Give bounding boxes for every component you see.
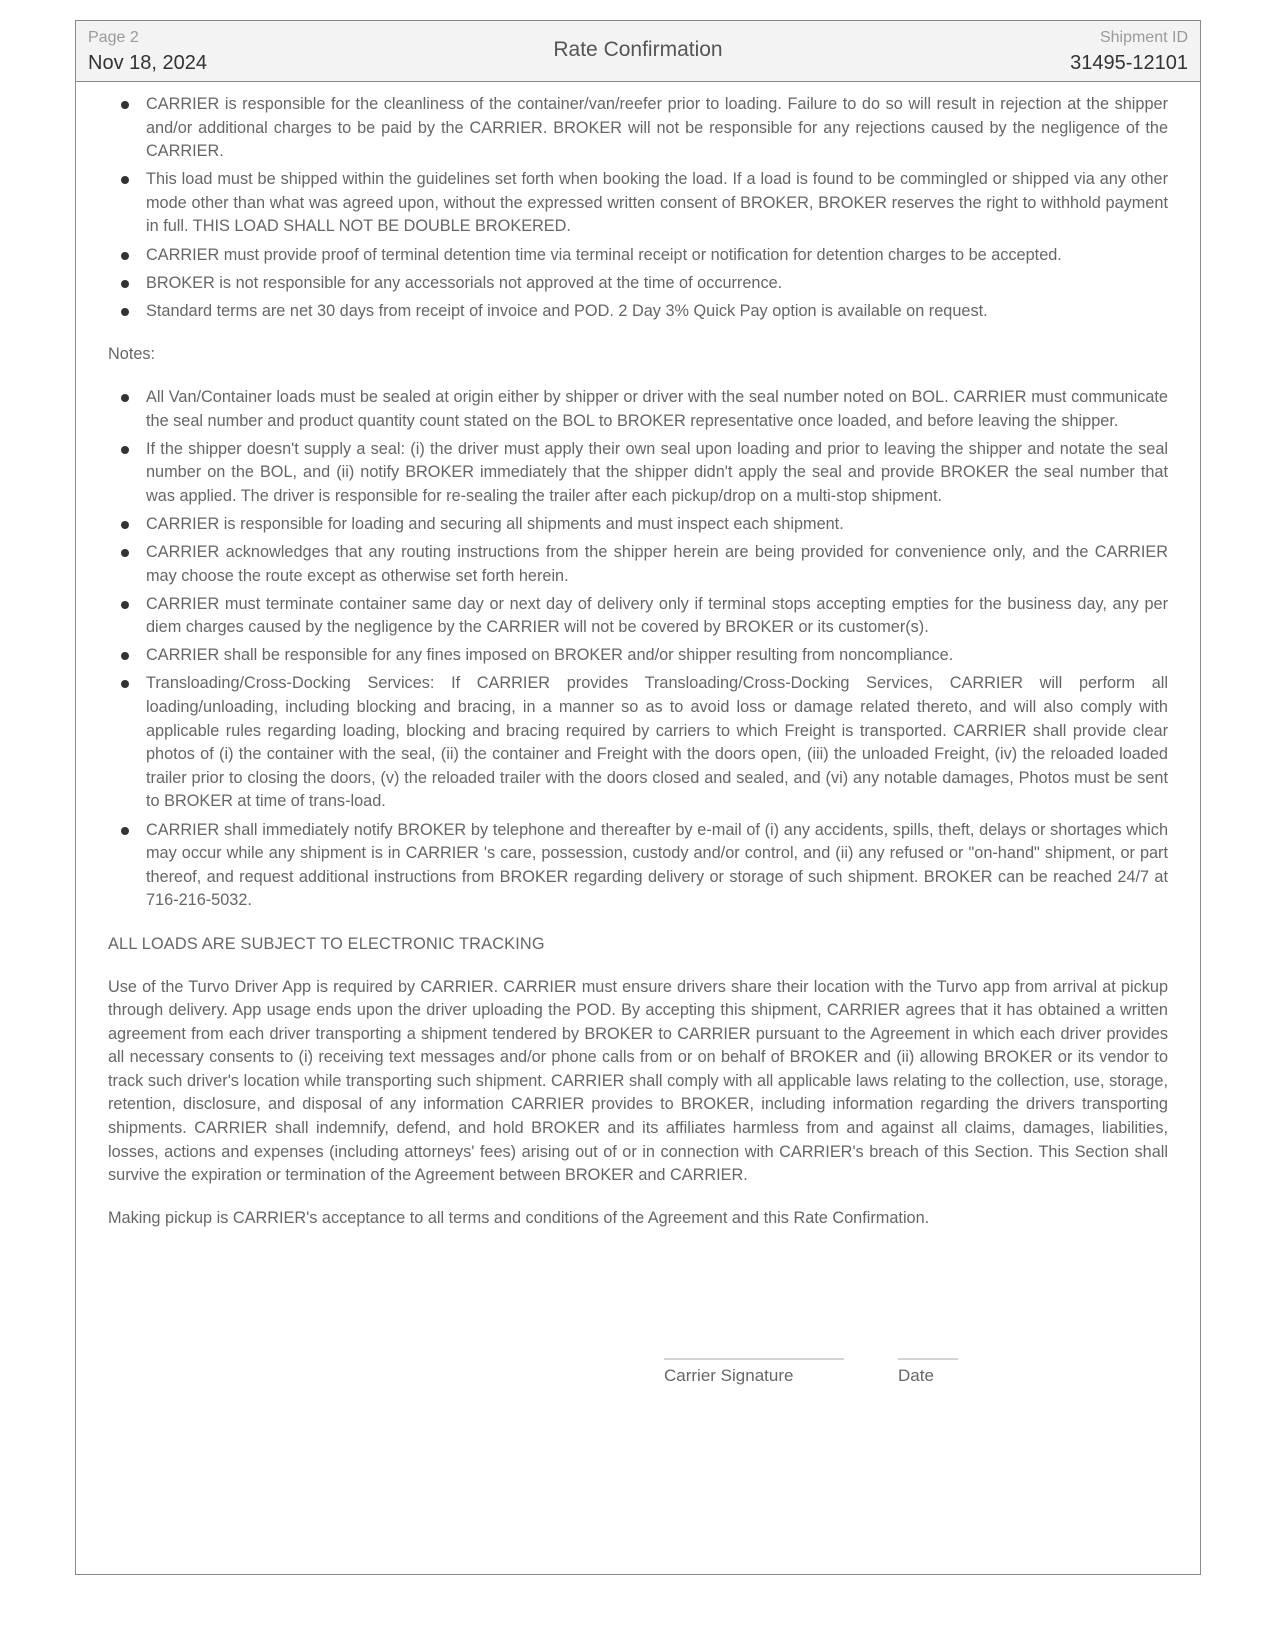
note-item: Transloading/Cross-Docking Services: If CARRIER provides Transloading/Cross-Docking Services, CARRIER will perform all loading/unloading, including blocking and bracing, in a manner so as to avoid loss or damage related thereto, and will also comply with applicable rules regarding loading, blocking and bracing required by carriers to which Freight is transported. CARRIER shall provide clear photos of (i) the container with the seal, (ii) the container and Freight with the doors open, (iii) the unloaded Freight, (iv) the reloaded loaded trailer prior to closing the doors, (v) the reloaded trailer with the doors closed and sealed, and (vi) any notable damages, Photos must be sent to BROKER at time of trans-load. (108, 672, 1168, 814)
document-title: Rate Confirmation (553, 38, 723, 61)
shipment-id: 31495-12101 (1070, 52, 1188, 74)
date-label: Date (898, 1366, 934, 1385)
document-page (75, 20, 1201, 1575)
note-item: All Van/Container loads must be sealed at origin either by shipper or driver with the seal number noted on BOL. CARRIER must communicate the seal number and product quantity count stated on the BOL to BROKER representative once loaded, and before leaving the shipper. (108, 386, 1168, 433)
term-item: CARRIER is responsible for the cleanliness of the container/van/reefer prior to loading. Failure to do so will result in rejection at the shipper and/or additional charges to be paid by the CARRIER. BROKER will not be responsible for any rejections caused by the negligence of the CARRIER. (108, 93, 1168, 164)
tracking-heading: ALL LOADS ARE SUBJECT TO ELECTRONIC TRACKING (108, 934, 545, 953)
term-item: Standard terms are net 30 days from receipt of invoice and POD. 2 Day 3% Quick Pay option is available on request. (108, 300, 1168, 324)
carrier-signature-block[interactable] (664, 1358, 844, 1386)
note-item: CARRIER must terminate container same day or next day of delivery only if terminal stops accepting empties for the business day, any per diem charges caused by the negligence by the CARRIER will not be covered by BROKER or its customer(s). (108, 593, 1168, 640)
term-item: CARRIER must provide proof of terminal detention time via terminal receipt or notification for detention charges to be accepted. (108, 244, 1168, 268)
date-signature-line[interactable] (898, 1358, 958, 1360)
page-number: Page 2 (88, 29, 139, 46)
note-item: CARRIER shall immediately notify BROKER by telephone and thereafter by e-mail of (i) any accidents, spills, theft, delays or shortages which may occur while any shipment is in CARRIER 's care, possession, custody and/or control, and (ii) any refused or "on-hand" shipment, or part thereof, and request additional instructions from BROKER regarding delivery or storage of such shipment. BROKER can be reached 24/7 at 716-216-5032. (108, 819, 1168, 913)
document-body (108, 93, 1168, 1230)
document-date: Nov 18, 2024 (88, 52, 207, 74)
date-signature-block[interactable] (898, 1358, 958, 1386)
term-item: This load must be shipped within the guidelines set forth when booking the load. If a load is found to be commingled or shipped via any other mode other than what was agreed upon, without the expressed written consent of BROKER, BROKER reserves the right to withhold payment in full. THIS LOAD SHALL NOT BE DOUBLE BROKERED. (108, 168, 1168, 239)
page-header (76, 21, 1200, 82)
acceptance-statement: Making pickup is CARRIER's acceptance to all terms and conditions of the Agreement and this Rate Confirmation. (108, 1208, 930, 1227)
header-right (1070, 28, 1188, 76)
note-item: CARRIER shall be responsible for any fines imposed on BROKER and/or shipper resulting from noncompliance. (108, 644, 1168, 668)
terms-list (108, 93, 1168, 323)
carrier-signature-line[interactable] (664, 1358, 844, 1360)
shipment-id-label: Shipment ID (1099, 29, 1188, 46)
note-item: CARRIER acknowledges that any routing instructions from the shipper herein are being provided for convenience only, and the CARRIER may choose the route except as otherwise set forth herein. (108, 541, 1168, 588)
tracking-paragraph: Use of the Turvo Driver App is required by CARRIER. CARRIER must ensure drivers share their location with the Turvo app from arrival at pickup through delivery. App usage ends upon the driver uploading the POD. By accepting this shipment, CARRIER agrees that it has obtained a written agreement from each driver transporting a shipment tendered by BROKER to CARRIER pursuant to the Agreement in which each driver provides all necessary consents to (i) receiving text messages and/or phone calls from or on behalf of BROKER and (ii) allowing BROKER or its vendor to track such driver's location while transporting such shipment. CARRIER shall comply with all applicable laws relating to the collection, use, storage, retention, disclosure, and disposal of any information CARRIER provides to BROKER, including information regarding the drivers transporting shipments. CARRIER shall indemnify, defend, and hold BROKER and its affiliates harmless from and against all claims, damages, liabilities, losses, actions and expenses (including attorneys' fees) arising out of or in connection with CARRIER's breach of this Section. This Section shall survive the expiration or termination of the Agreement between BROKER and CARRIER. (108, 977, 1168, 1185)
carrier-signature-label: Carrier Signature (664, 1366, 794, 1385)
note-item: If the shipper doesn't supply a seal: (i) the driver must apply their own seal upon loading and prior to leaving the shipper and notate the seal number on the BOL, and (ii) notify BROKER immediately that the shipper didn't apply the seal and provide BROKER the seal number that was applied. The driver is responsible for re-sealing the trailer after each pickup/drop on a multi-stop shipment. (108, 438, 1168, 509)
notes-heading: Notes: (108, 345, 156, 364)
note-item: CARRIER is responsible for loading and securing all shipments and must inspect each shipment. (108, 513, 1168, 537)
term-item: BROKER is not responsible for any accessorials not approved at the time of occurrence. (108, 272, 1168, 296)
notes-list (108, 386, 1168, 913)
